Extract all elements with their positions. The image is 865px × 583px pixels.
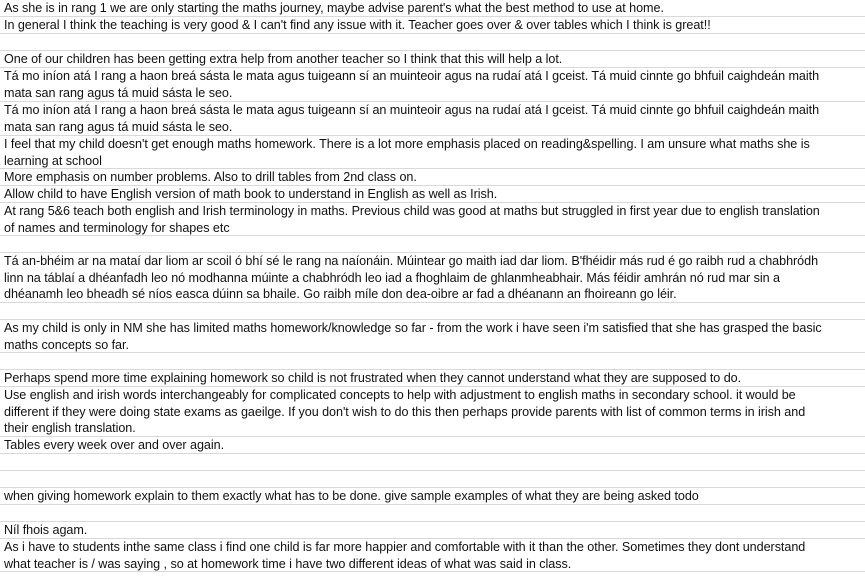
cell-response[interactable] bbox=[0, 203, 865, 236]
cell-text-line: when giving homework explain to them exactly what has to be done. give sample examples of what they are being asked todo bbox=[4, 489, 699, 503]
cell-response[interactable] bbox=[0, 51, 865, 68]
cell-empty[interactable] bbox=[0, 353, 865, 370]
cell-response[interactable] bbox=[0, 0, 865, 17]
cell-response[interactable] bbox=[0, 136, 865, 169]
cell-empty[interactable] bbox=[0, 303, 865, 320]
cell-empty[interactable] bbox=[0, 34, 865, 51]
cell-text-line: of names and terminology for shapes etc bbox=[4, 220, 230, 235]
cell-text-line: As my child is only in NM she has limited maths homework/knowledge so far - from the work i have seen i'm satisfied that she has grasped the basic bbox=[4, 321, 822, 335]
cell-empty[interactable] bbox=[0, 505, 865, 522]
cell-response[interactable] bbox=[0, 488, 865, 505]
cell-response[interactable] bbox=[0, 320, 865, 353]
cell-empty[interactable] bbox=[0, 236, 865, 253]
cell-response[interactable] bbox=[0, 68, 865, 102]
cell-text-line: Allow child to have English version of math book to understand in English as well as Irish. bbox=[4, 187, 498, 201]
cell-text-line: Perhaps spend more time explaining homework so child is not frustrated when they cannot understand what they are supposed to do. bbox=[4, 371, 742, 385]
cell-text-line: Tables every week over and over again. bbox=[4, 438, 225, 452]
cell-text-line: Tá an-bhéim ar na mataí dar liom ar scoil ó bhí sé le rang na naíonáin. Múintear go maith iad dar liom. B'fhéidir más rud é go raibh rud a chabhródh bbox=[4, 254, 819, 268]
cell-text-line: learning at school bbox=[4, 153, 102, 168]
cell-text-line: As she is in rang 1 we are only starting the maths journey, maybe advise parent's what the best method to use at home. bbox=[4, 1, 664, 15]
cell-response[interactable] bbox=[0, 387, 865, 437]
cell-response[interactable] bbox=[0, 522, 865, 539]
cell-response[interactable] bbox=[0, 169, 865, 186]
cell-response[interactable] bbox=[0, 253, 865, 303]
cell-empty[interactable] bbox=[0, 572, 865, 583]
cell-text-line: Use english and irish words interchangeably for complicated concepts to help with adjustment to english maths in secondary school. it would be bbox=[4, 388, 796, 402]
cell-text-line: what teacher is / was saying , so at homework time i have two different ideas of what was said in class. bbox=[4, 556, 572, 571]
cell-response[interactable] bbox=[0, 370, 865, 387]
cell-text-line: As i have to students inthe same class i find one child is far more happier and comfortable with it than the other. Sometimes they dont understand bbox=[4, 540, 806, 554]
cell-response[interactable] bbox=[0, 437, 865, 454]
cell-text-line: linn na táblaí a dhéanfadh leo nó modhanna múinte a chabhródh leo iad a fhoghlaim de ghlanmheabhair. Más féidir amhrán nó rud mar sin a bbox=[4, 270, 780, 285]
cell-text-line: mata san rang agus tá muid sásta le seo. bbox=[4, 119, 233, 134]
cell-text-line: Tá mo iníon atá I rang a haon breá sásta le mata agus tuigeann sí an muinteoir agus na rudaí atá I gceist. Tá muid cinnte go bhfuil caighdeán maith bbox=[4, 103, 820, 117]
cell-empty[interactable] bbox=[0, 454, 865, 471]
cell-response[interactable] bbox=[0, 102, 865, 136]
cell-text-line: In general I think the teaching is very good & I can't find any issue with it. Teacher goes over & over tables which I think is great!! bbox=[4, 18, 711, 32]
cell-text-line: More emphasis on number problems. Also to drill tables from 2nd class on. bbox=[4, 170, 417, 184]
cell-response[interactable] bbox=[0, 17, 865, 34]
cell-text-line: mata san rang agus tá muid sásta le seo. bbox=[4, 85, 233, 100]
cell-text-line: maths concepts so far. bbox=[4, 337, 129, 352]
cell-text-line: Níl fhois agam. bbox=[4, 523, 88, 537]
cell-text-line: I feel that my child doesn't get enough maths homework. There is a lot more emphasis placed on reading&spelling. I am unsure what maths she is bbox=[4, 137, 810, 151]
cell-text-line: One of our children has been getting extra help from another teacher so I think that this will help a lot. bbox=[4, 52, 563, 66]
cell-text-line: Tá mo iníon atá I rang a haon breá sásta le mata agus tuigeann sí an muinteoir agus na rudaí atá I gceist. Tá muid cinnte go bhfuil caighdeán maith bbox=[4, 69, 820, 83]
cell-text-line: different if they were doing state exams as gaeilge. If you don't wish to do this then perhaps provide parents with list of common terms in irish and bbox=[4, 404, 806, 419]
cell-response[interactable] bbox=[0, 539, 865, 572]
cell-empty[interactable] bbox=[0, 471, 865, 488]
cell-response[interactable] bbox=[0, 186, 865, 203]
cell-text-line: their english translation. bbox=[4, 421, 136, 435]
cell-text-line: dhéanamh leo bheadh sé níos easca dúinn sa bhaile. Go raibh míle don dea-oibre ar fad a dhéanann an fhoireann go léir. bbox=[4, 287, 677, 301]
cell-text-line: At rang 5&6 teach both english and Irish terminology in maths. Previous child was good at maths but struggled in first year due to english translation bbox=[4, 204, 820, 218]
